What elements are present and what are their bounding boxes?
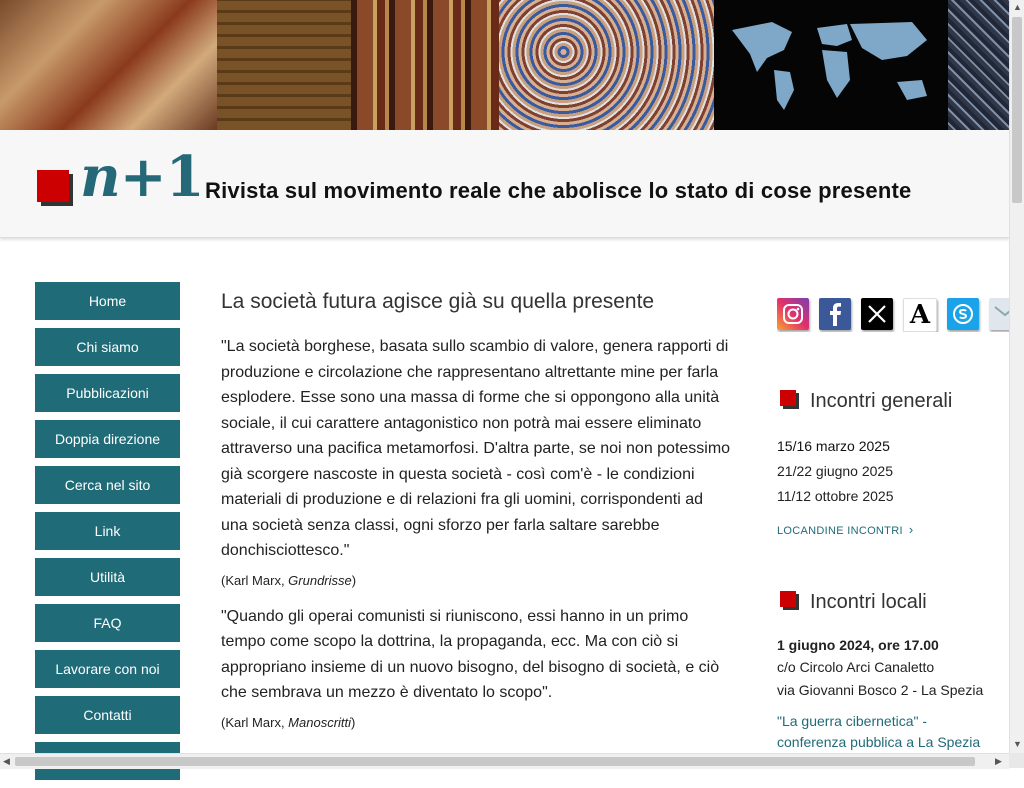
banner-crowd [499, 0, 714, 130]
nav-link[interactable]: Link [35, 512, 180, 550]
citation-work: Grundrisse [288, 572, 352, 588]
local-event-link[interactable]: "La guerra cibernetica" - conferenza pubblica a La Spezia [777, 713, 981, 750]
scroll-right-icon[interactable]: ▶ [995, 756, 1002, 766]
vertical-scroll-thumb[interactable] [1012, 17, 1022, 203]
chevron-right-icon: › [908, 522, 914, 537]
locandine-link-label: LOCANDINE INCONTRI [777, 525, 903, 537]
event-date-3: 11/12 ottobre 2025 [777, 488, 894, 504]
citation-grundrisse [221, 573, 731, 588]
scrollbar-corner [1009, 753, 1024, 768]
quote-grundrisse: "La società borghese, basata sullo scambio di valore, genera rapporti di produzione e circolazione che rappresentano altrettante mine per farla esplodere. Esse sono una massa di forme che si oppongono alla unità sociale, il cui carattere antagonistico non potrà mai essere eliminato attraverso una pacifica metamorfosi. D'altra parte, se noi non potessimo già scorgere nascoste in questa società - così com'è - le condizioni materiali di produzione e di relazioni fra gli uomini, corrispondenti ad una società senza classi, ogni sforzo per farla saltare sarebbe donchisciottesco." [221, 338, 731, 559]
logo-suffix: +1 [119, 144, 204, 210]
social-icons [777, 298, 1009, 332]
event-date-1: 15/16 marzo 2025 [777, 438, 890, 454]
banner-old-books [351, 0, 499, 130]
citation-author: (Karl Marx, [221, 714, 289, 730]
facebook-icon[interactable] [819, 298, 851, 330]
event-date-2: 21/22 giugno 2025 [777, 463, 893, 479]
nav-chi-siamo[interactable]: Chi siamo [35, 328, 180, 366]
page-title: La società futura agisce già su quella presente [221, 290, 655, 313]
horizontal-scroll-thumb[interactable] [15, 757, 975, 766]
logo-letter: n [80, 144, 120, 210]
citation-author: (Karl Marx, [221, 572, 289, 588]
local-event-address: via Giovanni Bosco 2 - La Spezia [777, 682, 984, 698]
academia-icon[interactable]: A [903, 298, 937, 332]
local-event-place: c/o Circolo Arci Canaletto [777, 659, 935, 675]
x-icon[interactable] [861, 298, 893, 330]
section-title-incontri-locali: Incontri locali [810, 591, 927, 613]
banner-world-map [714, 0, 948, 130]
section-marker [780, 390, 796, 406]
logo-square [37, 170, 69, 202]
header-banner [0, 0, 1009, 130]
main-content [221, 290, 731, 746]
citation-end: ) [351, 572, 357, 588]
site-logo[interactable] [80, 144, 204, 210]
quote-manoscritti: "Quando gli operai comunisti si riuniscono, essi hanno in un primo tempo come scopo la dottrina, la propaganda, ecc. Ma con ciò si appropriano insieme di un nuovo bisogno, del bisogno di società, e ciò che sembrava un mezzo è diventato lo scopo". [221, 607, 720, 701]
scroll-down-icon[interactable]: ▼ [1013, 739, 1022, 749]
horizontal-scrollbar[interactable] [0, 753, 1009, 769]
citation-work: Manoscritti [288, 714, 352, 730]
scroll-up-icon[interactable]: ▲ [1013, 2, 1022, 12]
mail-icon[interactable] [989, 298, 1009, 330]
sidebar-nav [35, 282, 180, 788]
nav-cerca-nel-sito[interactable]: Cerca nel sito [35, 466, 180, 504]
site-tagline: Rivista sul movimento reale che abolisce lo stato di cose presente [205, 178, 912, 203]
locandine-link[interactable] [777, 522, 913, 537]
nav-doppia-direzione[interactable]: Doppia direzione [35, 420, 180, 458]
skype-icon[interactable] [947, 298, 979, 330]
banner-cave-painting [0, 0, 217, 130]
nav-lavorare-con-noi[interactable]: Lavorare con noi [35, 650, 180, 688]
nav-contatti[interactable]: Contatti [35, 696, 180, 734]
nav-utilita[interactable]: Utilità [35, 558, 180, 596]
local-event-date: 1 giugno 2024, ore 17.00 [777, 637, 939, 653]
site-header [0, 130, 1009, 238]
banner-cuneiform-tablet [217, 0, 351, 130]
nav-home[interactable]: Home [35, 282, 180, 320]
nav-pubblicazioni[interactable]: Pubblicazioni [35, 374, 180, 412]
instagram-icon[interactable] [777, 298, 809, 330]
citation-manoscritti [221, 715, 731, 730]
section-marker [780, 591, 796, 607]
section-title-incontri-generali: Incontri generali [810, 390, 953, 412]
nav-faq[interactable]: FAQ [35, 604, 180, 642]
citation-end: ) [351, 714, 356, 730]
banner-structure [948, 0, 1009, 130]
vertical-scrollbar[interactable] [1009, 0, 1024, 753]
scroll-left-icon[interactable]: ◀ [3, 756, 10, 766]
